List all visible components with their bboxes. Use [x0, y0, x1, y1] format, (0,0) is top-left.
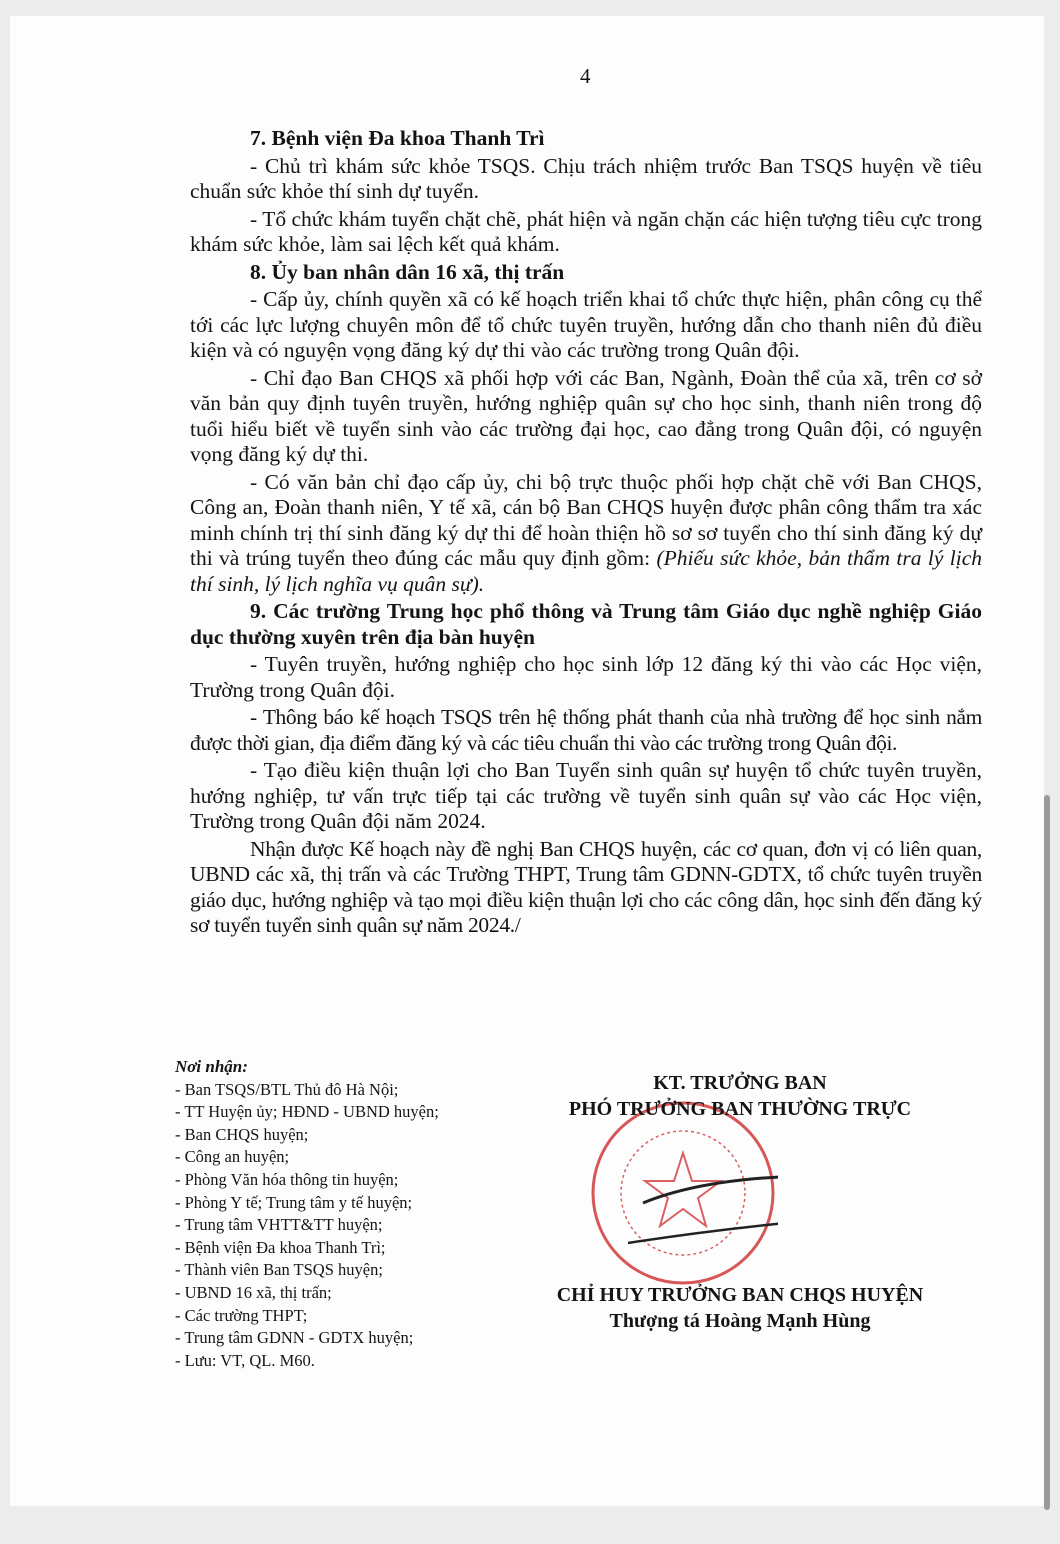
recipient-item: - Lưu: VT, QL. M60. — [175, 1350, 315, 1370]
recipient-item: - Phòng Y tế; Trung tâm y tế huyện; — [175, 1192, 413, 1212]
recipient-item: - Trung tâm GDNN - GDTX huyện; — [175, 1328, 414, 1348]
paragraph: - Thông báo kế hoạch TSQS trên hệ thống phát thanh của nhà trường để học sinh nắm được thời gian, địa điểm đăng ký và các tiêu chuẩn thi vào các trường trong Quân đội. — [190, 705, 982, 755]
recipient-item: - Ban CHQS huyện; — [175, 1124, 309, 1144]
recipient-item: - Bệnh viện Đa khoa Thanh Trì; — [175, 1237, 386, 1257]
recipient-item: - Phòng Văn hóa thông tin huyện; — [175, 1169, 399, 1189]
signature-line1: KT. TRƯỞNG BAN — [653, 1072, 827, 1094]
signature-block — [520, 1070, 960, 1334]
paragraph: - Tuyên truyền, hướng nghiệp cho học sinh lớp 12 đăng ký thi vào các Học viện, Trường trong Quân đội. — [190, 652, 982, 702]
signatory-name: Thượng tá Hoàng Mạnh Hùng — [609, 1310, 871, 1332]
recipient-item: - Công an huyện; — [175, 1147, 290, 1167]
signatory-title: CHỈ HUY TRƯỞNG BAN CHQS HUYỆN — [556, 1284, 924, 1306]
paragraph — [190, 470, 982, 598]
paragraph: - Cấp ủy, chính quyền xã có kế hoạch triển khai tổ chức thực hiện, phân công cụ thể tới các lực lượng chuyên môn để tổ chức tuyên truyền, hướng dẫn cho thanh niên đủ điều kiện và có nguyện vọng đăng ký dự thi vào các trường trong Quân đội. — [190, 287, 982, 362]
recipient-item: - Ban TSQS/BTL Thủ đô Hà Nội; — [175, 1079, 399, 1099]
paragraph: - Chủ trì khám sức khỏe TSQS. Chịu trách nhiệm trước Ban TSQS huyện về tiêu chuẩn sức khỏe thí sinh dự tuyển. — [190, 153, 982, 203]
paragraph: - Tổ chức khám tuyển chặt chẽ, phát hiện và ngăn chặn các hiện tượng tiêu cực trong khám sức khỏe, làm sai lệch kết quả khám. — [190, 206, 982, 256]
recipient-item: - Thành viên Ban TSQS huyện; — [175, 1260, 383, 1280]
paragraph: - Chỉ đạo Ban CHQS xã phối hợp với các Ban, Ngành, Đoàn thể của xã, trên cơ sở văn bản quy định tuyên truyền, hướng nghiệp quân sự cho học sinh, thanh niên trong độ tuổi hiểu biết về tuyển sinh vào các trường đại học, cao đẳng trong Quân đội, có nguyện vọng đăng ký dự thi. — [190, 365, 982, 466]
section-heading: 8. Ủy ban nhân dân 16 xã, thị trấn — [250, 259, 565, 284]
recipient-item: - Các trường THPT; — [175, 1305, 308, 1325]
section-heading: 9. Các trường Trung học phổ thông và Trung tâm Giáo dục nghề nghiệp Giáo dục thường xuyên trên địa bàn huyện — [190, 599, 982, 649]
section-heading: 7. Bệnh viện Đa khoa Thanh Trì — [250, 126, 545, 150]
document-body — [190, 124, 982, 941]
italic-note: (Phiếu sức khỏe, bản thẩm tra lý lịch thí sinh, lý lịch nghĩa vụ quân sự). — [190, 546, 982, 596]
page-number: 4 — [580, 64, 591, 88]
signature-line2: PHÓ TRƯỞNG BAN THƯỜNG TRỰC — [568, 1098, 912, 1120]
recipient-item: - TT Huyện ủy; HĐND - UBND huyện; — [175, 1102, 439, 1122]
paragraph-text: - Có văn bản chỉ đạo cấp ủy, chi bộ trực thuộc phối hợp chặt chẽ với Ban CHQS, Công an, Đoàn thanh niên, Y tế xã, cán bộ Ban CHQS huyện được phân công thẩm tra xác minh chính trị thí sinh đăng ký dự thi để hoàn thiện hồ sơ sơ tuyển cho thí sinh đăng ký dự thi và trúng tuyển theo đúng các mẫu quy định gồm: — [190, 469, 982, 570]
scrollbar[interactable] — [1044, 795, 1050, 1510]
recipients-list — [175, 1056, 439, 1372]
paragraph: - Tạo điều kiện thuận lợi cho Ban Tuyển sinh quân sự huyện tổ chức tuyên truyền, hướng nghiệp, tư vấn trực tiếp tại các trường về tuyển sinh quân sự vào các Học viện, Trường trong Quân đội năm 2024. — [190, 758, 982, 833]
recipient-item: - Trung tâm VHTT&TT huyện; — [175, 1215, 383, 1235]
recipient-item: - UBND 16 xã, thị trấn; — [175, 1282, 332, 1302]
recipients-title: Nơi nhận: — [175, 1057, 248, 1076]
closing-paragraph: Nhận được Kế hoạch này đề nghị Ban CHQS huyện, các cơ quan, đơn vị có liên quan, UBND các xã, thị trấn và các Trường THPT, Trung tâm GDNN-GDTX, tổ chức tuyên truyền giáo dục, hướng nghiệp và tạo mọi điều kiện thuận lợi cho các công dân, học sinh đến đăng ký sơ tuyển tuyển sinh quân sự năm 2024./ — [190, 836, 982, 937]
